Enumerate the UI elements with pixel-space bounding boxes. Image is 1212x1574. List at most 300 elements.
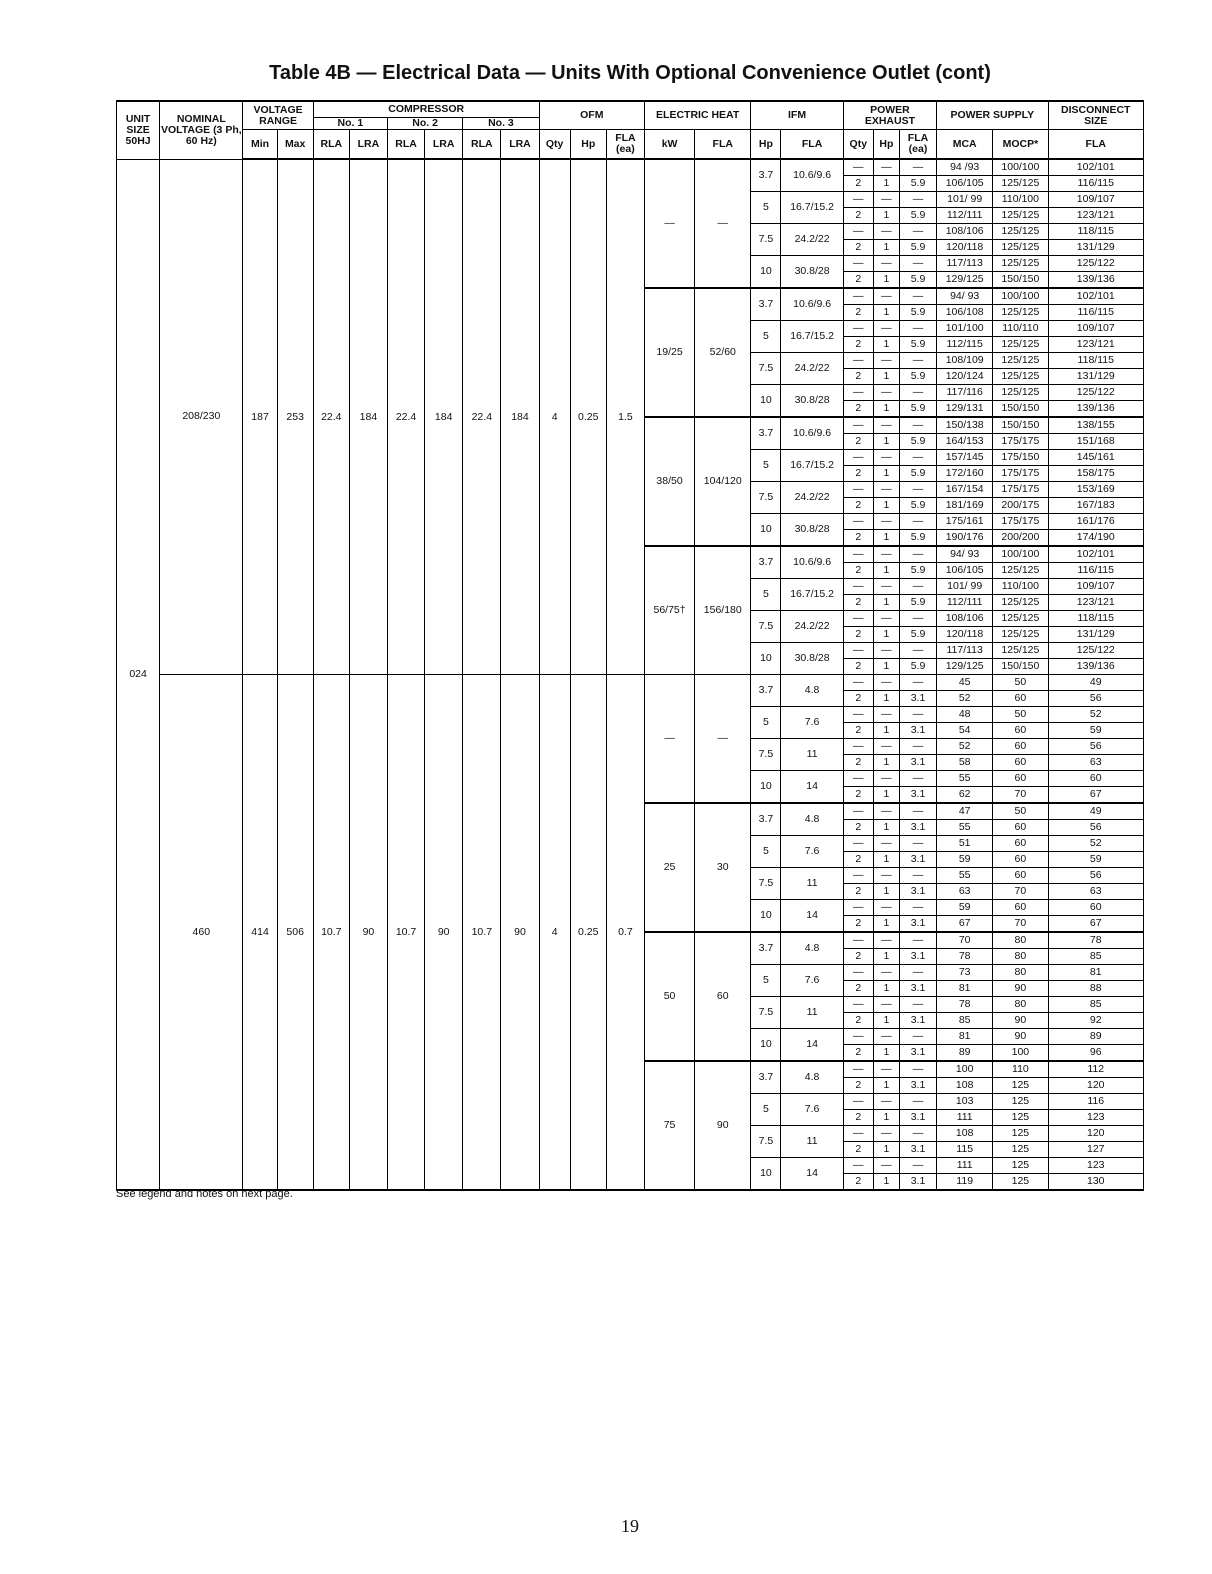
mocp-cell: 100/100 [993, 159, 1048, 176]
header-ifm: IFM [751, 101, 843, 130]
pe-qty-cell: 2 [843, 627, 873, 643]
pe-fla-cell: 3.1 [899, 1142, 936, 1158]
mca-cell: 108/106 [937, 611, 993, 627]
mocp-cell: 90 [993, 981, 1048, 997]
heat-kw-cell: — [644, 159, 694, 288]
mocp-cell: 200/175 [993, 498, 1048, 514]
pe-fla-cell: — [899, 675, 936, 691]
header-max: Max [277, 130, 313, 160]
compressor-1-rla-cell: 22.4 [313, 159, 349, 675]
pe-hp-cell: 1 [873, 659, 899, 675]
mca-cell: 55 [937, 868, 993, 884]
mca-cell: 47 [937, 803, 993, 820]
pe-fla-cell: — [899, 159, 936, 176]
disconnect-fla-cell: 131/129 [1048, 627, 1144, 643]
ofm-hp-cell: 0.25 [570, 675, 606, 1191]
heat-kw-cell: 25 [644, 803, 694, 932]
page-number: 19 [621, 1516, 639, 1536]
pe-fla-cell: 3.1 [899, 1045, 936, 1062]
mca-cell: 55 [937, 820, 993, 836]
ifm-hp-cell: 10 [751, 771, 781, 804]
header-ofm-hp: Hp [570, 130, 606, 160]
pe-hp-cell: — [873, 1158, 899, 1174]
mocp-cell: 110/100 [993, 579, 1048, 595]
mca-cell: 172/160 [937, 466, 993, 482]
disconnect-fla-cell: 81 [1048, 965, 1144, 981]
mca-cell: 106/105 [937, 176, 993, 192]
disconnect-fla-cell: 118/115 [1048, 224, 1144, 240]
mca-cell: 175/161 [937, 514, 993, 530]
ifm-hp-cell: 10 [751, 385, 781, 418]
pe-fla-cell: 3.1 [899, 981, 936, 997]
pe-fla-cell: 3.1 [899, 820, 936, 836]
mocp-cell: 70 [993, 916, 1048, 933]
pe-qty-cell: 2 [843, 691, 873, 707]
nominal-voltage-cell: 208/230 [160, 159, 243, 675]
disconnect-fla-cell: 145/161 [1048, 450, 1144, 466]
pe-fla-cell: — [899, 932, 936, 949]
pe-hp-cell: 1 [873, 1013, 899, 1029]
mca-cell: 85 [937, 1013, 993, 1029]
pe-fla-cell: 5.9 [899, 530, 936, 547]
disconnect-fla-cell: 116 [1048, 1094, 1144, 1110]
pe-hp-cell: — [873, 836, 899, 852]
heat-fla-cell: 104/120 [695, 417, 751, 546]
pe-qty-cell: 2 [843, 1142, 873, 1158]
ifm-fla-cell: 16.7/15.2 [781, 321, 843, 353]
mca-cell: 78 [937, 997, 993, 1013]
mocp-cell: 125/125 [993, 224, 1048, 240]
header-pe-qty: Qty [843, 130, 873, 160]
disconnect-fla-cell: 153/169 [1048, 482, 1144, 498]
pe-hp-cell: — [873, 1126, 899, 1142]
mca-cell: 120/124 [937, 369, 993, 385]
header-mca: MCA [937, 130, 993, 160]
pe-qty-cell: — [843, 450, 873, 466]
pe-hp-cell: — [873, 482, 899, 498]
pe-qty-cell: 2 [843, 659, 873, 675]
pe-qty-cell: — [843, 739, 873, 755]
pe-hp-cell: — [873, 803, 899, 820]
footnote: See legend and notes on next page. [116, 1188, 293, 1200]
ifm-fla-cell: 4.8 [781, 932, 843, 965]
mocp-cell: 100/100 [993, 546, 1048, 563]
mca-cell: 94/ 93 [937, 288, 993, 305]
pe-qty-cell: 2 [843, 208, 873, 224]
pe-qty-cell: — [843, 417, 873, 434]
ifm-fla-cell: 7.6 [781, 836, 843, 868]
ifm-fla-cell: 11 [781, 1126, 843, 1158]
compressor-2-rla-cell: 22.4 [387, 159, 424, 675]
header-voltage-range: VOLTAGE RANGE [243, 101, 313, 130]
ifm-fla-cell: 24.2/22 [781, 611, 843, 643]
disconnect-fla-cell: 109/107 [1048, 321, 1144, 337]
heat-fla-cell: 52/60 [695, 288, 751, 417]
disconnect-fla-cell: 67 [1048, 787, 1144, 804]
mocp-cell: 125/125 [993, 305, 1048, 321]
disconnect-fla-cell: 125/122 [1048, 643, 1144, 659]
disconnect-fla-cell: 139/136 [1048, 272, 1144, 289]
mocp-cell: 125/125 [993, 595, 1048, 611]
mca-cell: 67 [937, 916, 993, 933]
pe-fla-cell: — [899, 900, 936, 916]
pe-hp-cell: 1 [873, 466, 899, 482]
pe-qty-cell: 2 [843, 755, 873, 771]
disconnect-fla-cell: 158/175 [1048, 466, 1144, 482]
pe-fla-cell: — [899, 707, 936, 723]
pe-qty-cell: 2 [843, 787, 873, 804]
mocp-cell: 150/150 [993, 272, 1048, 289]
pe-qty-cell: 2 [843, 305, 873, 321]
pe-qty-cell: 2 [843, 723, 873, 739]
disconnect-fla-cell: 125/122 [1048, 385, 1144, 401]
pe-hp-cell: — [873, 868, 899, 884]
mca-cell: 63 [937, 884, 993, 900]
pe-hp-cell: 1 [873, 176, 899, 192]
pe-hp-cell: — [873, 965, 899, 981]
disconnect-fla-cell: 49 [1048, 675, 1144, 691]
ifm-fla-cell: 30.8/28 [781, 643, 843, 675]
pe-qty-cell: 2 [843, 1013, 873, 1029]
header-min: Min [243, 130, 277, 160]
header-heat-kw: kW [644, 130, 694, 160]
table-title: Table 4B — Electrical Data — Units With Optional Convenience Outlet (cont) [269, 62, 991, 84]
header-c3-lra: LRA [501, 130, 539, 160]
pe-fla-cell: — [899, 385, 936, 401]
mocp-cell: 125/125 [993, 256, 1048, 272]
ifm-fla-cell: 14 [781, 900, 843, 933]
mca-cell: 117/113 [937, 256, 993, 272]
disconnect-fla-cell: 96 [1048, 1045, 1144, 1062]
mca-cell: 108 [937, 1078, 993, 1094]
ifm-fla-cell: 30.8/28 [781, 256, 843, 289]
mocp-cell: 175/150 [993, 450, 1048, 466]
header-ofm: OFM [539, 101, 644, 130]
pe-fla-cell: — [899, 1126, 936, 1142]
ifm-hp-cell: 3.7 [751, 675, 781, 707]
mca-cell: 108/106 [937, 224, 993, 240]
header-compressor: COMPRESSOR [313, 101, 539, 118]
mca-cell: 55 [937, 771, 993, 787]
pe-qty-cell: 2 [843, 916, 873, 933]
ifm-fla-cell: 30.8/28 [781, 514, 843, 547]
pe-fla-cell: 3.1 [899, 755, 936, 771]
ifm-hp-cell: 3.7 [751, 932, 781, 965]
disconnect-fla-cell: 120 [1048, 1126, 1144, 1142]
pe-fla-cell: 5.9 [899, 466, 936, 482]
mocp-cell: 60 [993, 723, 1048, 739]
disconnect-fla-cell: 102/101 [1048, 159, 1144, 176]
disconnect-fla-cell: 60 [1048, 771, 1144, 787]
compressor-2-lra-cell: 184 [425, 159, 463, 675]
pe-qty-cell: 2 [843, 949, 873, 965]
pe-qty-cell: — [843, 1158, 873, 1174]
mca-cell: 106/105 [937, 563, 993, 579]
mca-cell: 115 [937, 1142, 993, 1158]
mocp-cell: 125/125 [993, 643, 1048, 659]
pe-qty-cell: — [843, 482, 873, 498]
ofm-qty-cell: 4 [539, 675, 570, 1191]
disconnect-fla-cell: 56 [1048, 739, 1144, 755]
pe-fla-cell: 3.1 [899, 949, 936, 965]
pe-hp-cell: — [873, 611, 899, 627]
mocp-cell: 125/125 [993, 563, 1048, 579]
ifm-hp-cell: 3.7 [751, 288, 781, 321]
ifm-fla-cell: 10.6/9.6 [781, 159, 843, 192]
header-c2-rla: RLA [387, 130, 424, 160]
pe-hp-cell: 1 [873, 981, 899, 997]
disconnect-fla-cell: 52 [1048, 707, 1144, 723]
ifm-fla-cell: 16.7/15.2 [781, 192, 843, 224]
pe-hp-cell: 1 [873, 401, 899, 418]
ifm-fla-cell: 11 [781, 739, 843, 771]
ifm-hp-cell: 5 [751, 1094, 781, 1126]
header-c2-lra: LRA [425, 130, 463, 160]
heat-kw-cell: 56/75† [644, 546, 694, 675]
pe-qty-cell: — [843, 256, 873, 272]
mocp-cell: 175/175 [993, 482, 1048, 498]
mca-cell: 94/ 93 [937, 546, 993, 563]
mocp-cell: 80 [993, 997, 1048, 1013]
mca-cell: 89 [937, 1045, 993, 1062]
pe-qty-cell: — [843, 353, 873, 369]
pe-fla-cell: 3.1 [899, 723, 936, 739]
mca-cell: 108/109 [937, 353, 993, 369]
ifm-hp-cell: 5 [751, 450, 781, 482]
mca-cell: 157/145 [937, 450, 993, 466]
disconnect-fla-cell: 125/122 [1048, 256, 1144, 272]
mca-cell: 70 [937, 932, 993, 949]
pe-hp-cell: 1 [873, 691, 899, 707]
pe-fla-cell: 5.9 [899, 498, 936, 514]
heat-fla-cell: 156/180 [695, 546, 751, 675]
pe-hp-cell: 1 [873, 1078, 899, 1094]
disconnect-fla-cell: 88 [1048, 981, 1144, 997]
pe-fla-cell: 3.1 [899, 1174, 936, 1191]
ifm-hp-cell: 10 [751, 900, 781, 933]
pe-hp-cell: — [873, 224, 899, 240]
mocp-cell: 125/125 [993, 208, 1048, 224]
pe-hp-cell: 1 [873, 916, 899, 933]
ifm-hp-cell: 10 [751, 643, 781, 675]
mca-cell: 94 /93 [937, 159, 993, 176]
mocp-cell: 50 [993, 675, 1048, 691]
pe-qty-cell: — [843, 385, 873, 401]
mca-cell: 81 [937, 981, 993, 997]
ifm-hp-cell: 3.7 [751, 417, 781, 450]
ifm-hp-cell: 7.5 [751, 224, 781, 256]
pe-fla-cell: — [899, 771, 936, 787]
pe-qty-cell: 2 [843, 176, 873, 192]
mocp-cell: 200/200 [993, 530, 1048, 547]
mca-cell: 100 [937, 1061, 993, 1078]
mocp-cell: 100/100 [993, 288, 1048, 305]
ifm-hp-cell: 10 [751, 256, 781, 289]
pe-fla-cell: — [899, 450, 936, 466]
mocp-cell: 80 [993, 965, 1048, 981]
pe-hp-cell: — [873, 353, 899, 369]
pe-qty-cell: 2 [843, 369, 873, 385]
heat-kw-cell: 19/25 [644, 288, 694, 417]
pe-qty-cell: 2 [843, 272, 873, 289]
mca-cell: 101/ 99 [937, 192, 993, 208]
pe-hp-cell: — [873, 1094, 899, 1110]
ifm-fla-cell: 4.8 [781, 675, 843, 707]
heat-kw-cell: 38/50 [644, 417, 694, 546]
mca-cell: 112/111 [937, 208, 993, 224]
mocp-cell: 60 [993, 836, 1048, 852]
pe-fla-cell: — [899, 288, 936, 305]
pe-fla-cell: 5.9 [899, 208, 936, 224]
pe-qty-cell: 2 [843, 1045, 873, 1062]
unit-size-cell: 024 [117, 159, 160, 1190]
mocp-cell: 60 [993, 852, 1048, 868]
disconnect-fla-cell: 52 [1048, 836, 1144, 852]
pe-fla-cell: 3.1 [899, 787, 936, 804]
mocp-cell: 125 [993, 1158, 1048, 1174]
mca-cell: 101/100 [937, 321, 993, 337]
pe-hp-cell: 1 [873, 208, 899, 224]
heat-kw-cell: — [644, 675, 694, 804]
mocp-cell: 125 [993, 1142, 1048, 1158]
pe-qty-cell: 2 [843, 337, 873, 353]
pe-fla-cell: — [899, 611, 936, 627]
pe-qty-cell: 2 [843, 1174, 873, 1191]
pe-hp-cell: 1 [873, 434, 899, 450]
heat-fla-cell: 60 [695, 932, 751, 1061]
pe-hp-cell: 1 [873, 595, 899, 611]
pe-fla-cell: — [899, 997, 936, 1013]
mca-cell: 54 [937, 723, 993, 739]
pe-qty-cell: 2 [843, 884, 873, 900]
disconnect-fla-cell: 78 [1048, 932, 1144, 949]
pe-fla-cell: — [899, 546, 936, 563]
ifm-hp-cell: 5 [751, 707, 781, 739]
mca-cell: 129/125 [937, 659, 993, 675]
pe-fla-cell: 5.9 [899, 627, 936, 643]
pe-hp-cell: — [873, 159, 899, 176]
disconnect-fla-cell: 56 [1048, 820, 1144, 836]
pe-qty-cell: 2 [843, 981, 873, 997]
pe-qty-cell: 2 [843, 434, 873, 450]
voltage-min-cell: 187 [243, 159, 277, 675]
ifm-fla-cell: 11 [781, 997, 843, 1029]
heat-fla-cell: — [695, 675, 751, 804]
pe-hp-cell: 1 [873, 820, 899, 836]
heat-kw-cell: 50 [644, 932, 694, 1061]
pe-fla-cell: — [899, 836, 936, 852]
mocp-cell: 60 [993, 820, 1048, 836]
mocp-cell: 90 [993, 1029, 1048, 1045]
header-compressor-no2: No. 2 [387, 118, 462, 130]
disconnect-fla-cell: 123 [1048, 1110, 1144, 1126]
ifm-fla-cell: 10.6/9.6 [781, 417, 843, 450]
pe-fla-cell: — [899, 224, 936, 240]
ifm-hp-cell: 7.5 [751, 997, 781, 1029]
pe-fla-cell: — [899, 868, 936, 884]
ifm-fla-cell: 7.6 [781, 1094, 843, 1126]
voltage-max-cell: 506 [277, 675, 313, 1191]
pe-hp-cell: — [873, 417, 899, 434]
ifm-hp-cell: 3.7 [751, 159, 781, 192]
compressor-3-lra-cell: 184 [501, 159, 539, 675]
ifm-hp-cell: 3.7 [751, 546, 781, 579]
ifm-fla-cell: 24.2/22 [781, 482, 843, 514]
header-mocp: MOCP* [993, 130, 1048, 160]
disconnect-fla-cell: 63 [1048, 755, 1144, 771]
pe-qty-cell: — [843, 321, 873, 337]
table-body [117, 159, 1144, 1190]
mocp-cell: 110 [993, 1061, 1048, 1078]
pe-qty-cell: — [843, 288, 873, 305]
header-ofm-qty: Qty [539, 130, 570, 160]
pe-fla-cell: 3.1 [899, 852, 936, 868]
compressor-3-rla-cell: 10.7 [463, 675, 501, 1191]
pe-qty-cell: — [843, 997, 873, 1013]
pe-hp-cell: 1 [873, 563, 899, 579]
disconnect-fla-cell: 127 [1048, 1142, 1144, 1158]
pe-qty-cell: — [843, 579, 873, 595]
pe-qty-cell: — [843, 868, 873, 884]
mca-cell: 78 [937, 949, 993, 965]
pe-qty-cell: 2 [843, 1110, 873, 1126]
pe-hp-cell: 1 [873, 723, 899, 739]
mca-cell: 108 [937, 1126, 993, 1142]
mocp-cell: 150/150 [993, 401, 1048, 418]
pe-hp-cell: — [873, 771, 899, 787]
mca-cell: 120/118 [937, 240, 993, 256]
pe-hp-cell: 1 [873, 337, 899, 353]
ifm-hp-cell: 3.7 [751, 803, 781, 836]
ifm-fla-cell: 24.2/22 [781, 353, 843, 385]
mca-cell: 129/131 [937, 401, 993, 418]
pe-qty-cell: — [843, 1094, 873, 1110]
ifm-hp-cell: 5 [751, 321, 781, 353]
ifm-hp-cell: 7.5 [751, 1126, 781, 1158]
disconnect-fla-cell: 85 [1048, 949, 1144, 965]
header-disconnect-fla: FLA [1048, 130, 1144, 160]
ifm-fla-cell: 14 [781, 1158, 843, 1191]
pe-qty-cell: — [843, 159, 873, 176]
disconnect-fla-cell: 120 [1048, 1078, 1144, 1094]
ifm-hp-cell: 7.5 [751, 611, 781, 643]
disconnect-fla-cell: 56 [1048, 691, 1144, 707]
header-compressor-no1: No. 1 [313, 118, 387, 130]
compressor-1-rla-cell: 10.7 [313, 675, 349, 1191]
pe-hp-cell: 1 [873, 787, 899, 804]
ifm-hp-cell: 5 [751, 836, 781, 868]
mocp-cell: 125 [993, 1110, 1048, 1126]
disconnect-fla-cell: 59 [1048, 723, 1144, 739]
disconnect-fla-cell: 112 [1048, 1061, 1144, 1078]
pe-qty-cell: — [843, 611, 873, 627]
mca-cell: 129/125 [937, 272, 993, 289]
ifm-hp-cell: 10 [751, 1158, 781, 1191]
ofm-qty-cell: 4 [539, 159, 570, 675]
pe-fla-cell: 3.1 [899, 1013, 936, 1029]
compressor-1-lra-cell: 184 [349, 159, 387, 675]
mocp-cell: 110/110 [993, 321, 1048, 337]
pe-qty-cell: — [843, 771, 873, 787]
pe-qty-cell: 2 [843, 595, 873, 611]
mca-cell: 62 [937, 787, 993, 804]
pe-fla-cell: 5.9 [899, 401, 936, 418]
disconnect-fla-cell: 56 [1048, 868, 1144, 884]
pe-hp-cell: 1 [873, 627, 899, 643]
mca-cell: 111 [937, 1158, 993, 1174]
pe-hp-cell: — [873, 739, 899, 755]
mocp-cell: 70 [993, 787, 1048, 804]
